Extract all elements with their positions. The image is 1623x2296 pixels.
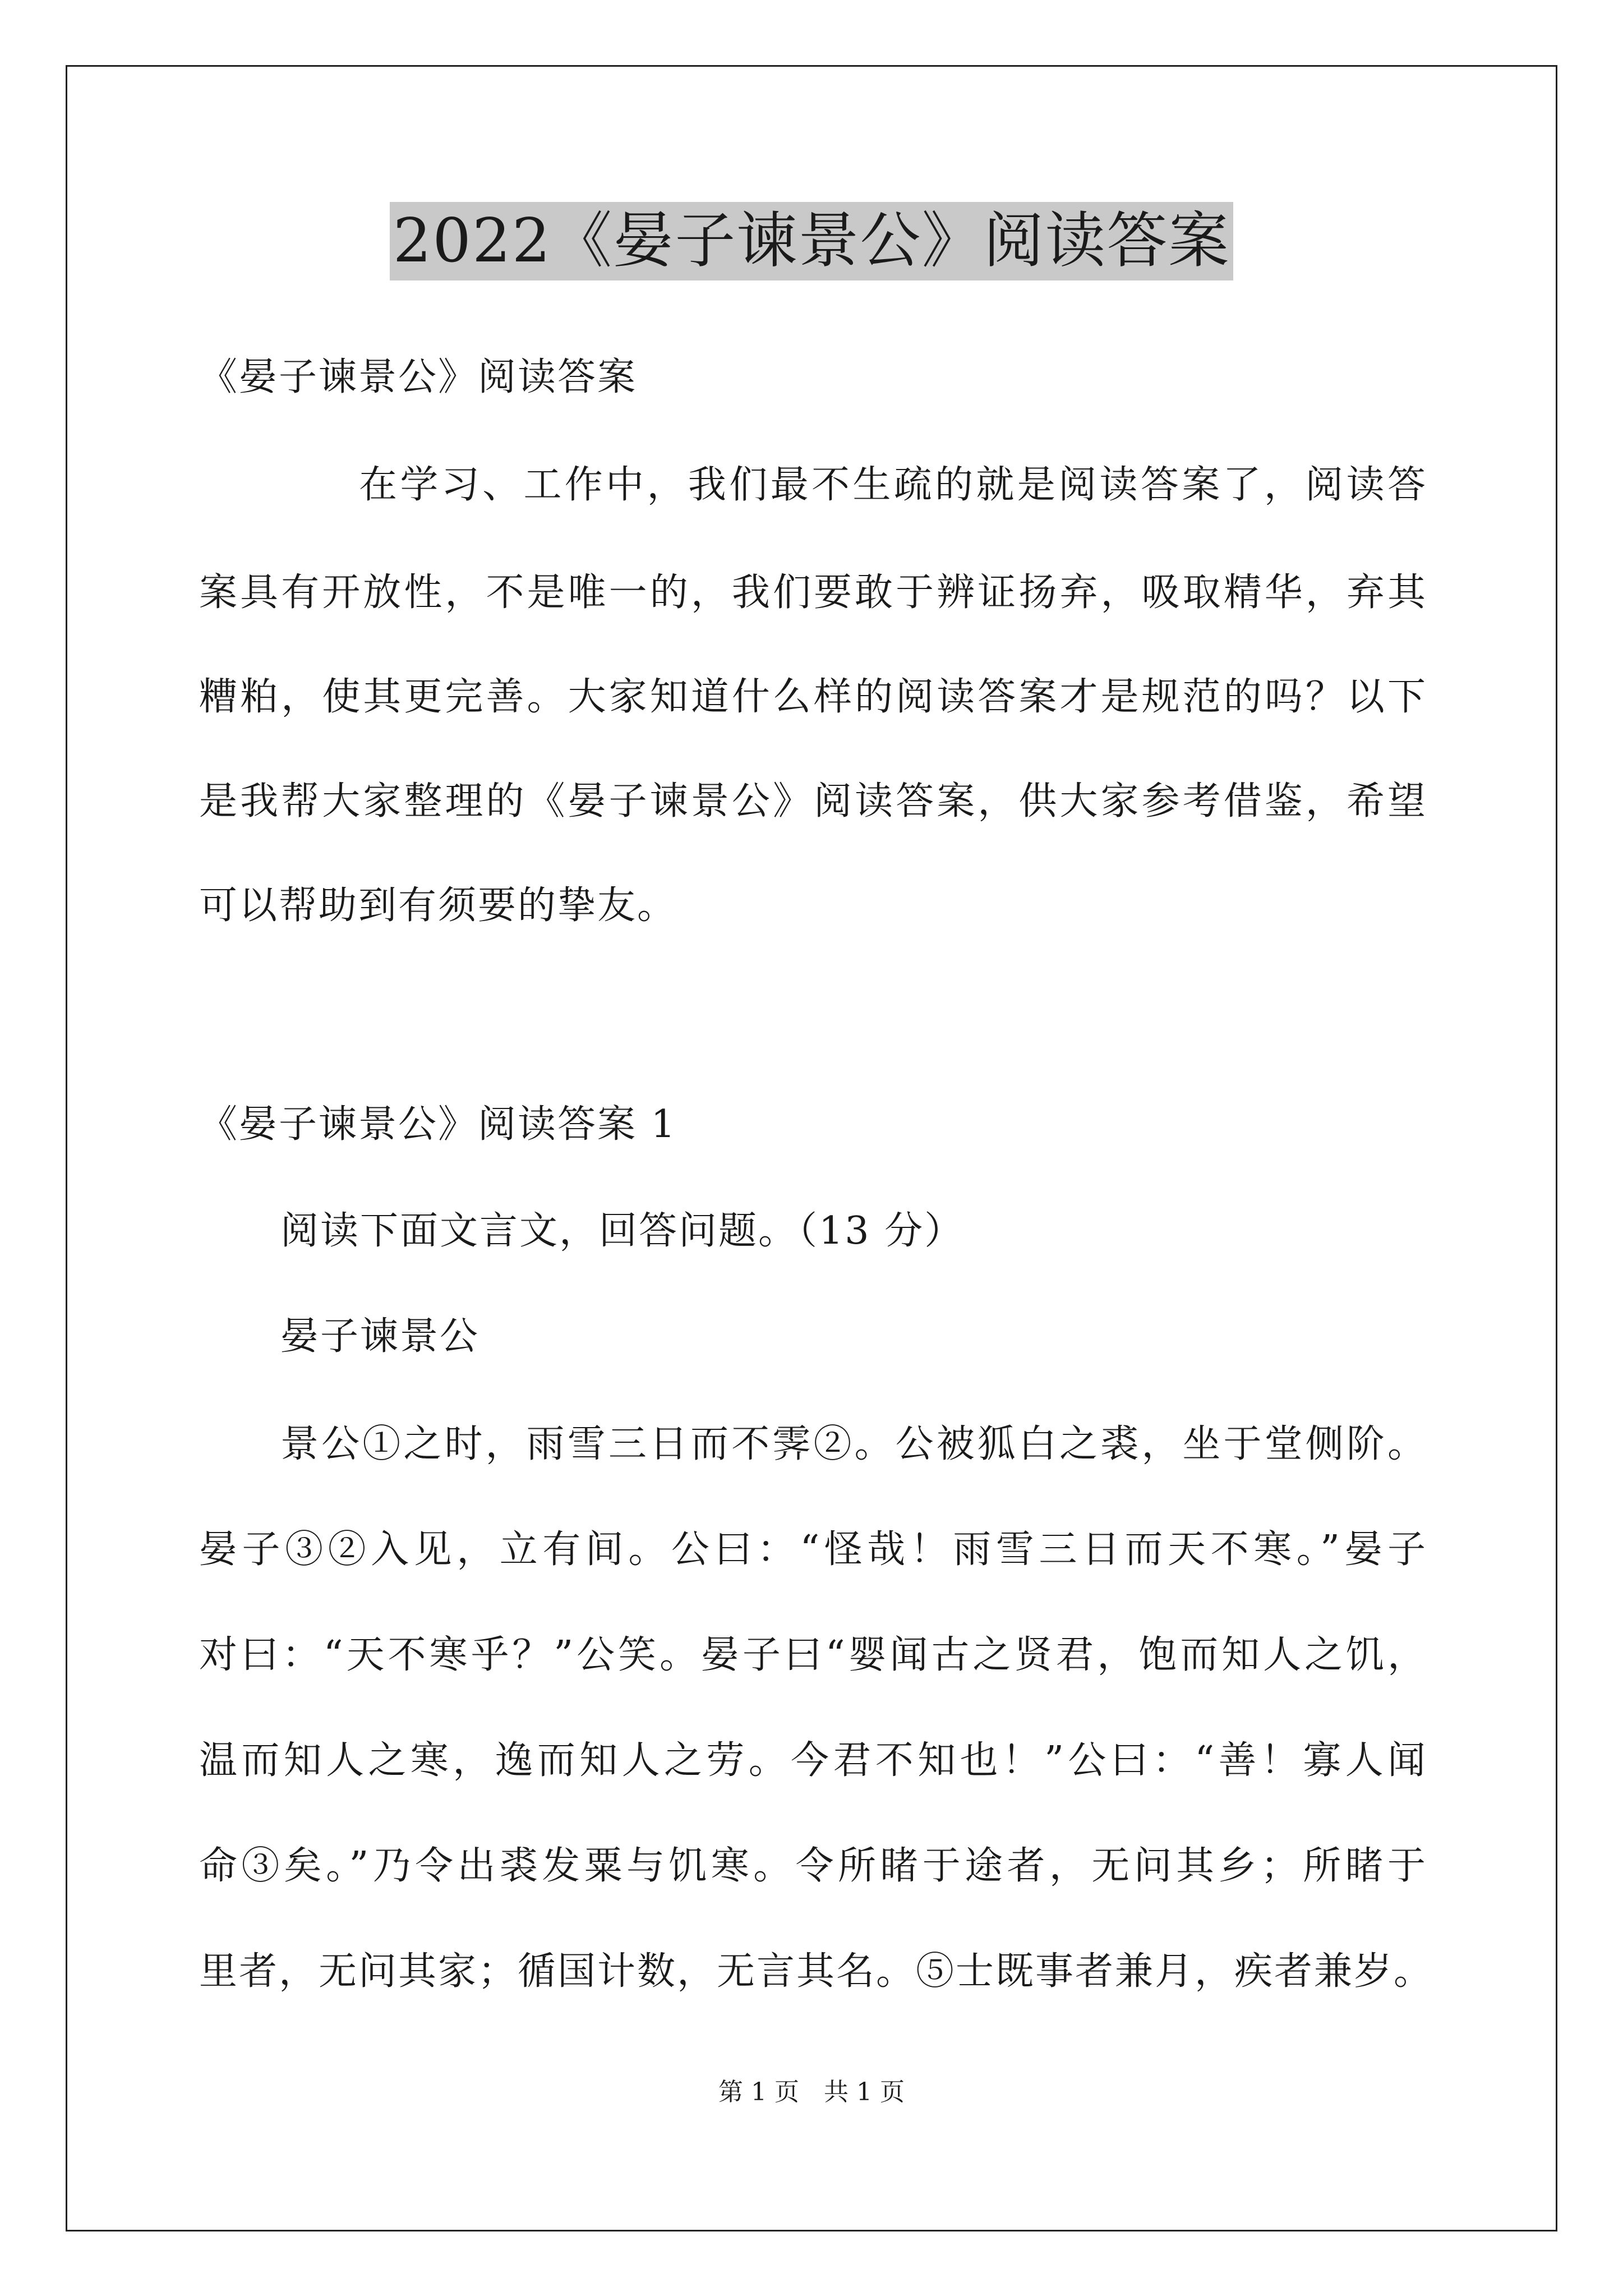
passage-title: 晏子谏景公 bbox=[280, 1314, 480, 1359]
passage-line: 温而知人之寒，逸而知人之劳。今君不知也！”公曰：“善！寡人闻 bbox=[199, 1738, 1427, 1783]
page-title: 2022《晏子谏景公》阅读答案 bbox=[390, 202, 1234, 280]
passage-line: 景公①之时，雨雪三日而不霁②。公被狐白之裘，坐于堂侧阶。 bbox=[280, 1422, 1427, 1466]
title-container bbox=[0, 202, 1623, 280]
passage-line: 晏子③②入见，立有间。公曰：“怪哉！雨雪三日而天不寒。”晏子 bbox=[199, 1527, 1427, 1572]
section-heading: 《晏子谏景公》阅读答案 1 bbox=[199, 1102, 677, 1147]
page-footer: 第 1 页 共 1 页 bbox=[718, 2078, 905, 2106]
intro-line: 案具有开放性，不是唯一的，我们要敢于辨证扬弃，吸取精华，弃其 bbox=[199, 570, 1427, 615]
intro-line: 是我帮大家整理的《晏子谏景公》阅读答案，供大家参考借鉴，希望 bbox=[199, 779, 1427, 823]
intro-line: 在学习、工作中，我们最不生疏的就是阅读答案了，阅读答 bbox=[359, 463, 1427, 507]
subtitle: 《晏子谏景公》阅读答案 bbox=[199, 355, 638, 399]
passage-line: 对曰：“天不寒乎？”公笑。晏子曰“婴闻古之贤君，饱而知人之饥， bbox=[199, 1633, 1427, 1677]
instruction: 阅读下面文言文，回答问题。（13 分） bbox=[280, 1209, 965, 1253]
intro-line: 可以帮助到有须要的挚友。 bbox=[199, 884, 677, 928]
intro-line: 糟粕，使其更完善。大家知道什么样的阅读答案才是规范的吗？以下 bbox=[199, 675, 1427, 719]
passage-line: 里者，无问其家；循国计数，无言其名。⑤士既事者兼月，疾者兼岁。 bbox=[199, 1949, 1434, 1994]
passage-line: 命③矣。”乃令出裘发粟与饥寒。令所睹于途者，无问其乡；所睹于 bbox=[199, 1844, 1427, 1888]
